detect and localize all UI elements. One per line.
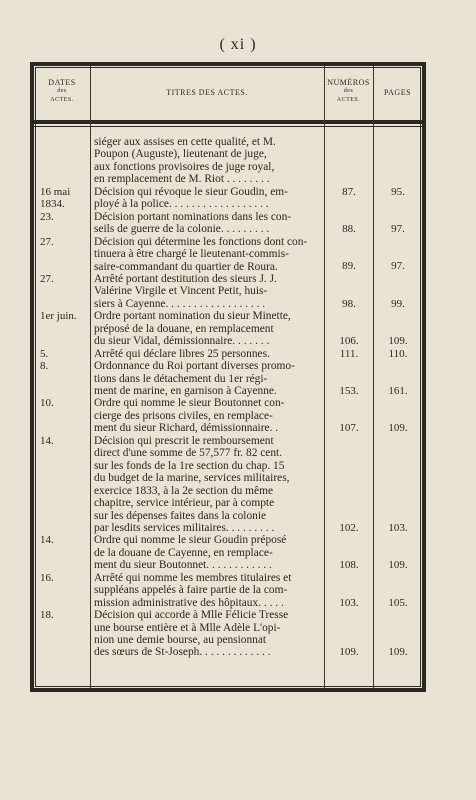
row-title [94, 435, 320, 535]
row-page: 110. [388, 347, 408, 360]
row-title-line: sur les dépenses faites dans la colonie [94, 509, 267, 522]
header-dates-sub: ACTES. [50, 97, 74, 103]
row-title-line: Arrêté qui nomme les membres titulaires et [94, 571, 292, 584]
header-dates [34, 78, 90, 105]
row-page: 109. [388, 422, 408, 435]
row-title-line: ployé à la police. . . . . . . . . . . . . . . . . . [94, 198, 269, 211]
row-act-number: 98. [342, 297, 356, 310]
row-title-line: chapitre, service intérieur, par à compte [94, 497, 275, 510]
row-act-number: 102. [339, 521, 359, 534]
header-numeros [324, 78, 373, 105]
row-page: 103. [388, 521, 408, 534]
row-title-line: seils de guerre de la colonie. . . . . . . . . [94, 223, 270, 236]
row-page: 97. [391, 260, 405, 273]
row-title-line: ment de marine, en garnison à Cayenne. [94, 385, 277, 397]
row-title-line: du budget de la marine, services militaires, [94, 472, 290, 485]
row-act-number: 108. [339, 559, 359, 572]
row-title [94, 397, 320, 434]
row-title-line: des sœurs de St-Joseph. . . . . . . . . . . . . [94, 646, 271, 659]
row-date: 1er juin. [40, 310, 77, 323]
row-act-number: 107. [339, 422, 359, 435]
row-title-line: mission administrative des hôpitaux. . . . . [94, 596, 284, 609]
row-title-line: une bourse entière et à Mlle Adèle L'opi- [94, 621, 281, 634]
row-title-line: Ordre portant nomination du sieur Minette, [94, 310, 291, 323]
row-title [94, 211, 320, 236]
row-title-line: saire-commandant du quartier de Roura. [94, 260, 278, 273]
row-title [94, 310, 320, 347]
row-title [94, 572, 320, 609]
row-title-line: nion une demie bourse, au pensionnat [94, 634, 267, 646]
row-page: 95. [391, 185, 405, 198]
column-divider [324, 66, 325, 688]
row-page: 109. [388, 335, 408, 348]
row-title-line: préposé de la douane, en remplacement [94, 322, 274, 335]
row-act-number: 153. [339, 384, 359, 397]
row-title-line: suppléans appelés à faire partie de la com- [94, 584, 288, 597]
row-date: 14. [40, 434, 54, 447]
row-title-line: ment du sieur Richard, démissionnaire. . [94, 422, 279, 435]
row-page: 99. [391, 297, 405, 310]
row-title-line: Décision qui révoque le sieur Goudin, em- [94, 185, 288, 198]
row-title-line: en remplacement de M. Riot . . . . . . . . [94, 173, 270, 186]
row-title-line: direct d'une somme de 57,577 fr. 82 cent. [94, 447, 283, 460]
row-title-line: tions dans le détachement du 1er régi- [94, 372, 268, 385]
row-title [94, 236, 320, 273]
row-title-line: Arrêté portant destitution des sieurs J. J. [94, 272, 277, 285]
row-title-line: Ordre qui nomme le sieur Boutonnet con- [94, 397, 285, 410]
row-title-line: sur les fonds de la 1re section du chap. 15 [94, 459, 285, 472]
row-date: 14. [40, 534, 54, 547]
row-page: 161. [388, 384, 408, 397]
row-date: 5. [40, 347, 49, 360]
row-page: 109. [388, 646, 408, 659]
table-frame [30, 62, 426, 692]
row-date: 16. [40, 571, 54, 584]
row-title-line: Arrêté qui déclare libres 25 personnes. [94, 347, 270, 360]
row-title-line: aux fonctions provisoires de juge royal, [94, 160, 275, 173]
row-act-number: 88. [342, 223, 356, 236]
row-title-line: Décision qui accorde à Mlle Félicie Tresse [94, 609, 289, 622]
row-title [94, 186, 320, 211]
header-numeros-sub: ACTES. [336, 97, 361, 103]
row-title-line: Poupon (Auguste), lieutenant de juge, [94, 148, 267, 161]
header-numeros-sub: des [343, 88, 354, 94]
row-title-line: siers à Cayenne. . . . . . . . . . . . . . . . . . [94, 297, 266, 310]
header-numeros-label: NUMÉROS [327, 78, 370, 87]
header-pages: PAGES [383, 88, 412, 97]
row-title-line: Décision qui prescrit le remboursement [94, 434, 274, 447]
row-title [94, 273, 320, 310]
row-act-number: 103. [339, 596, 359, 609]
row-act-number: 111. [339, 347, 359, 360]
row-date: 27. [40, 235, 54, 248]
row-title-line: Décision portant nominations dans les con- [94, 210, 292, 223]
row-date-year: 1834. [40, 198, 65, 211]
row-title [94, 534, 320, 571]
row-title [94, 136, 320, 186]
row-date: 23. [40, 210, 54, 223]
row-date: 16 mai [40, 185, 71, 198]
row-title-line: exercice 1833, à la 2e section du même [94, 484, 274, 497]
row-title [94, 360, 320, 397]
column-divider [90, 66, 91, 688]
row-date: 27. [40, 272, 54, 285]
column-divider [373, 66, 374, 688]
row-title-line: par lesdits services militaires. . . . . . . . . [94, 521, 275, 534]
row-date: 18. [40, 609, 54, 622]
row-page: 109. [388, 559, 408, 572]
row-date: 10. [40, 397, 54, 410]
row-title-line: ment du sieur Boutonnet. . . . . . . . . . . . [94, 559, 272, 572]
row-page: 97. [391, 223, 405, 236]
header-titles: TITRES DES ACTES. [166, 88, 248, 97]
row-act-number: 89. [342, 260, 356, 273]
row-title-line: de la douane de Cayenne, en remplace- [94, 546, 273, 559]
row-title-line: cierge des prisons civiles, en remplace- [94, 409, 273, 422]
row-title [94, 348, 320, 360]
row-title-line: siéger aux assises en cette qualité, et M. [94, 136, 276, 148]
header-rule [34, 120, 422, 124]
row-title-line: Ordre qui nomme le sieur Goudin préposé [94, 534, 287, 547]
header-rule [34, 126, 422, 127]
row-title-line: Valérine Virgile et Vincent Petit, huis- [94, 285, 268, 298]
row-title-line: Ordonnance du Roi portant diverses promo- [94, 360, 295, 373]
row-act-number: 106. [339, 335, 359, 348]
header-dates-sub: des [57, 88, 67, 94]
row-date: 8. [40, 360, 49, 373]
row-title-line: du sieur Vidal, démissionnaire. . . . . . . [94, 335, 270, 348]
header-dates-label: DATES [48, 78, 76, 87]
row-title-line: Décision qui détermine les fonctions dont con- [94, 235, 308, 248]
row-title-line: tinuera à être chargé le lieutenant-commis- [94, 248, 289, 261]
row-act-number: 109. [339, 646, 359, 659]
row-title [94, 609, 320, 659]
page-number: ( xi ) [219, 36, 257, 53]
row-act-number: 87. [342, 185, 356, 198]
row-page: 105. [388, 596, 408, 609]
